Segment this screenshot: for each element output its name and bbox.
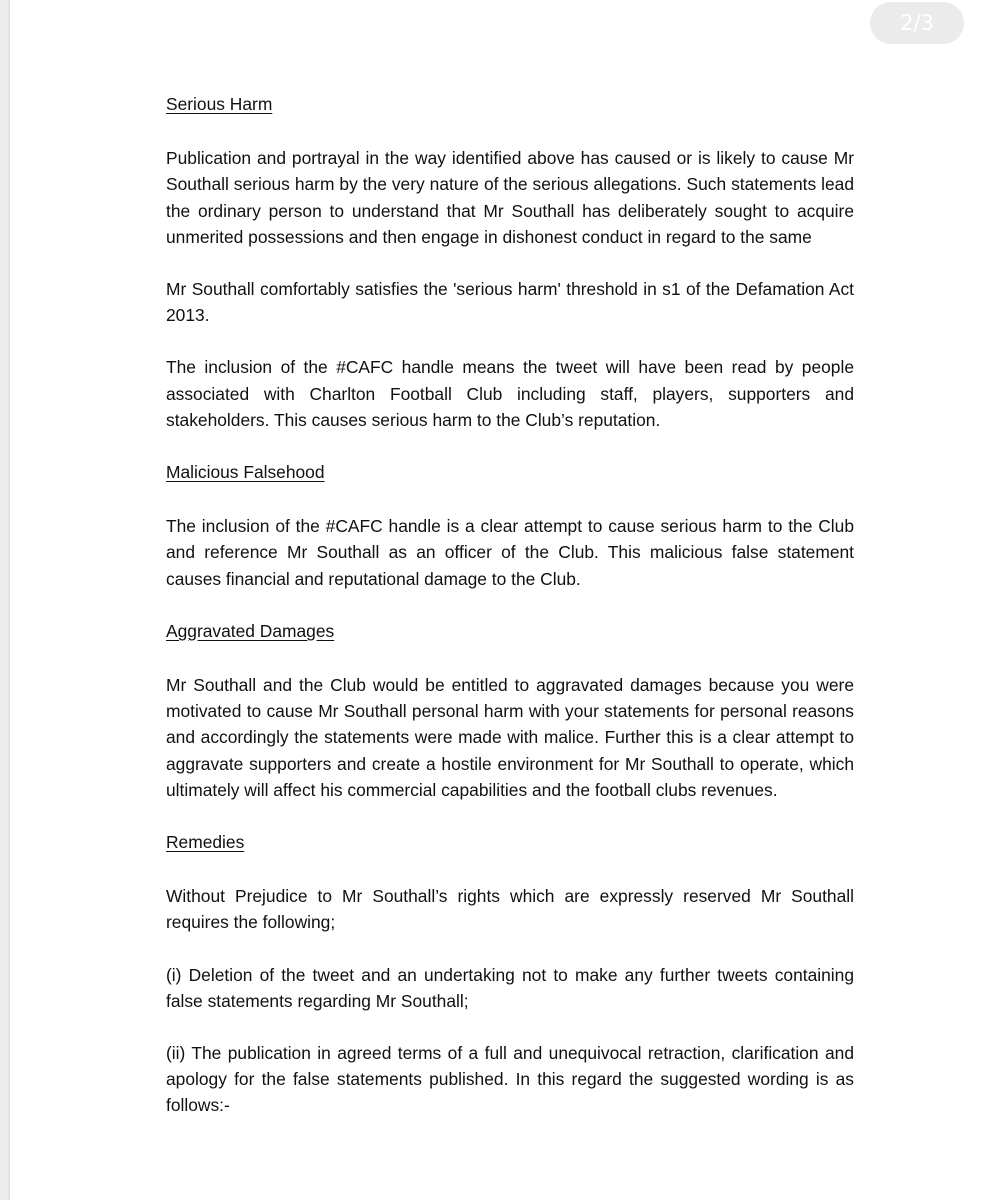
section-heading-serious-harm: Serious Harm [166, 94, 273, 114]
paragraph: (i) Deletion of the tweet and an undertaking not to make any further tweets containing false statements regarding Mr Southall; [166, 964, 854, 1011]
paragraph: Mr Southall and the Club would be entitled to aggravated damages because you were motivated to cause Mr Southall personal harm with your statements for personal reasons and accordingly the statements were made with malice. Further this is a clear attempt to aggravate supporters and create a hostile environment for Mr Southall to operate, which ultimately will affect his commercial capabilities and the football clubs revenues. [166, 675, 854, 800]
paragraph: (ii) The publication in agreed terms of a full and unequivocal retraction, clarification and apology for the false statements published. In this regard the suggested wording is as follows:- [166, 1043, 854, 1116]
paragraph: The inclusion of the #CAFC handle means the tweet will have been read by people associated with Charlton Football Club including staff, players, supporters and stakeholders. This causes serious harm to the Club’s reputation. [166, 357, 854, 430]
page-counter-badge: 2/3 [870, 2, 964, 44]
section-heading-malicious-falsehood: Malicious Falsehood [166, 462, 325, 483]
section-heading-aggravated-damages: Aggravated Damages [166, 620, 335, 641]
document-body [166, 91, 854, 1119]
paragraph: Publication and portrayal in the way identified above has caused or is likely to cause Mr Southall serious harm by the very nature of the serious allegations. Such statements lead the ordinary person to understand that Mr Southall has deliberately sought to acquire unmerited possessions and then engage in dishonest conduct in regard to the same [166, 148, 854, 247]
paragraph: Without Prejudice to Mr Southall’s rights which are expressly reserved Mr Southall requires the following; [166, 886, 854, 933]
document-page [10, 0, 998, 1200]
section-heading-remedies: Remedies [166, 832, 245, 853]
paragraph: The inclusion of the #CAFC handle is a clear attempt to cause serious harm to the Club and reference Mr Southall as an officer of the Club. This malicious false statement causes financial and reputational damage to the Club. [166, 516, 854, 589]
paragraph: Mr Southall comfortably satisfies the 'serious harm' threshold in s1 of the Defamation Act 2013. [166, 279, 854, 326]
